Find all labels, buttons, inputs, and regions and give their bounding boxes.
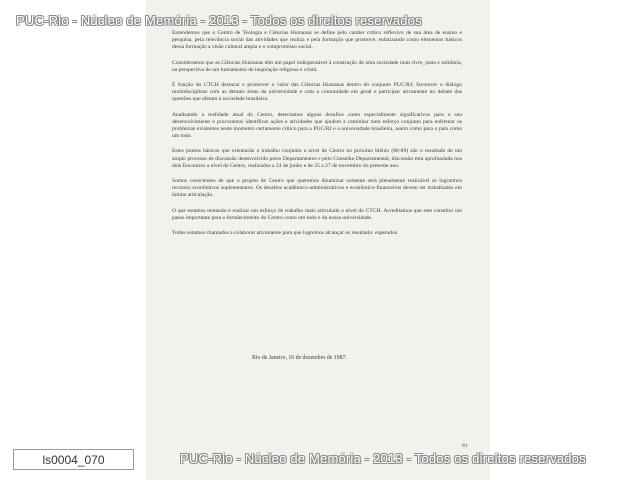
- paragraph: Consideramos que as Ciências Humanas têm um papel indispensável à construção de uma sociedade mais livre, justa e solidária, na perspectiva de um humanismo de inspiração religiosa e cristã.: [172, 59, 462, 73]
- paragraph: Todos estamos chamados a colaborar ativamente para que logremos alcançar os resultado: esperados.: [172, 230, 399, 237]
- document-body: [172, 30, 462, 237]
- watermark-bottom: PUC-Rio - Núcleo de Memória - 2013 - Todos os direitos reservados: [180, 451, 586, 466]
- paragraph: Estes pontos básicos que orientarão o trabalho conjunto a nível de Centro no próximo biênio (88-89) são o resultado de um amplo processo de discussão desenvolvido pelos Departamentos e pelo Conselho Departamental, discussão esta aprofundada nos dois Encontros a nível de Centro, realizados a 24 de junho e de 25 a 27 de novembro do presente ano.: [172, 148, 462, 169]
- signoff-date: Rio de Janeiro, 16 de dezembro de 1987.: [252, 355, 347, 361]
- paragraph: O que estamos tentando é realizar um esforço de trabalho mais articulado a nível do CTCH. Acreditamos que este constitui um passo importante para o fortalecimento do Centro como um todo e da nossa universidade.: [172, 207, 462, 221]
- paragraph: Analisando a realidade atual do Centro, detectamos alguns desafios como especialmente significativos para o seu desenvolvimento e procuramos identificar ações e atividades que ajudem a caminhar num esforço conjunto para enfrentar os problemas existentes neste momento certamente crítico para a PUC/RJ e a universidade brasileira, assim como para o país como um todo.: [172, 111, 462, 140]
- watermark-top: PUC-Rio - Núcleo de Memória - 2013 - Todos os direitos reservados: [16, 13, 422, 28]
- page-number: 81: [462, 443, 468, 449]
- document-id-label: ls0004_070: [13, 449, 134, 470]
- paragraph: É função do CTCH destacar e promover o valor das Ciências Humanas dentro do conjunto PUC/RJ; favorecer o diálogo multidisciplinar com as demais áreas da universidade e com a comunidade em geral e participar ativamente no debate das questões que afetam à sociedade brasileira.: [172, 82, 462, 103]
- paragraph: Somos conscientes de que o projeto de Centro que queremos dinamizar somente será plenamente realizável se lograrmos recursos econômicos suplementares. Os desafios acadêmico-administrativos e econômico-financeiros devem ser trabalhados em íntima articulação.: [172, 178, 462, 199]
- paragraph: Entendemos que o Centro de Teologia e Ciências Humanas se define pelo caráter crítico reflexivo de sua área de ensino e pesquisa, pela relevância social das atividades que realiza e pela formação que promove, enfatizando como elementos básicos dessa formação a visão cultural ampla e o compromisso social.: [172, 30, 462, 51]
